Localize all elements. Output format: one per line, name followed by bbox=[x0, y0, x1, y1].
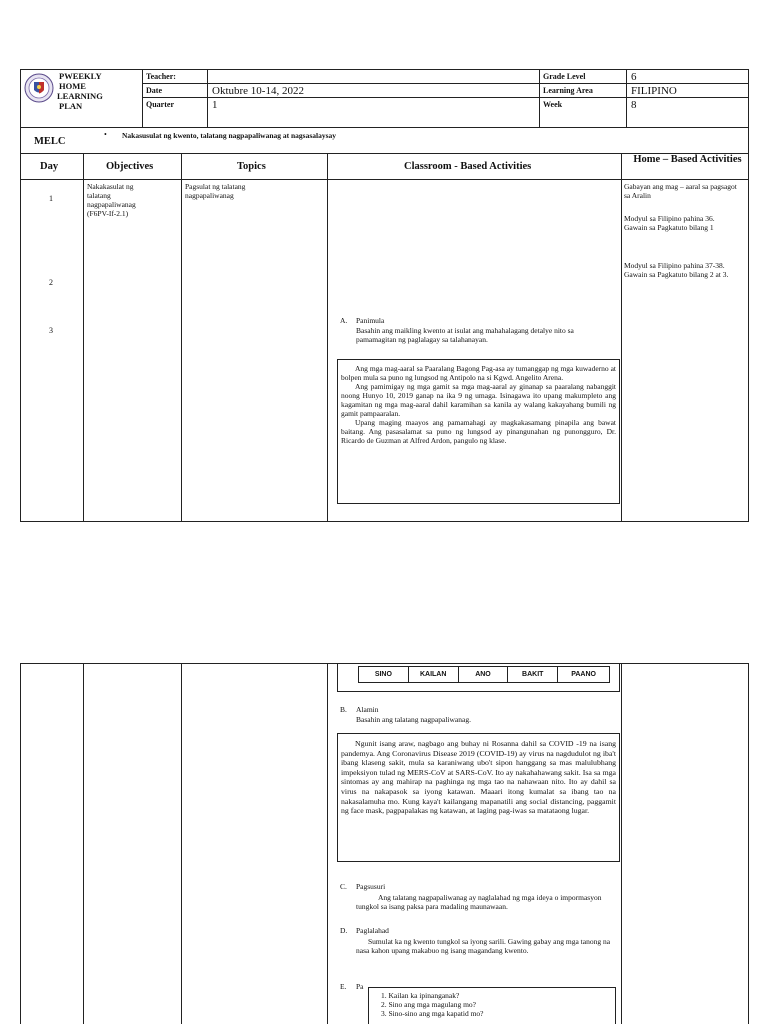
table-header-ano: ANO bbox=[458, 667, 508, 683]
home-activity-2: Modyul sa Filipino pahina 36. Gawain sa Pagkatuto bilang 1 bbox=[624, 214, 715, 232]
section-b-title: Alamin bbox=[356, 705, 379, 714]
day-3: 3 bbox=[49, 326, 53, 335]
col-home-header: Home – Based Activities bbox=[633, 154, 742, 165]
grade-level-label: Grade Level bbox=[543, 72, 586, 81]
table-header-bakit: BAKIT bbox=[508, 667, 558, 683]
covid-paragraph: Ngunit isang araw, nagbago ang buhay ni Rosanna dahil sa COVID -19 na isang pandemya. Ang Coronavirus Disease 2019 (COVID-19) ay virus na nagdudulot ng iba't ibang klaseng sakit, mula sa karaniwang ubo't sipon hanggang sa mas malulubhang impeksiyon tulad ng MERS-CoV at SARS-CoV. Ito ay nakahahawang sakit. Isa sa mga sintomas ay ang mahirap na paghinga ng mga tao na nahawaan nito. Ito ay dahil sa virus na nakapasok sa iyong katawan. Maaari itong kumalat sa ibang tao na nakasalamuha mo. Kung kaya't kailangang mapanatili ang social distancing, paggamit ng face mask, pagpapalakas ng katawan, at laging pag-iwas sa matataong lugar. bbox=[341, 739, 616, 816]
question-2: 2. Sino ang mga magulang mo? bbox=[381, 1000, 476, 1009]
day-1: 1 bbox=[49, 194, 53, 203]
learning-area-value: FILIPINO bbox=[631, 85, 677, 97]
section-e-letter: E. bbox=[340, 982, 347, 991]
story-box bbox=[337, 359, 620, 504]
date-label: Date bbox=[146, 86, 162, 95]
col-classroom-header: Classroom - Based Activities bbox=[404, 161, 532, 172]
section-e-title: Pa bbox=[356, 982, 364, 991]
deped-seal-logo bbox=[24, 73, 54, 103]
details-table bbox=[358, 666, 610, 683]
section-c-title: Pagsusuri bbox=[356, 882, 386, 891]
plan-title: PWEEKLY HOME LEARNING PLAN bbox=[57, 71, 103, 111]
week-value: 8 bbox=[631, 99, 637, 111]
section-c-letter: C. bbox=[340, 882, 347, 891]
col-topics-header: Topics bbox=[237, 161, 266, 172]
story-paragraph-1: Ang mga mag-aaral sa Paaralang Bagong Pag-asa ay tumanggap ng mga kuwaderno at bolpen mula sa puno ng lungsod ng Antipolo na si Kgwd. Angelito Arena. bbox=[341, 364, 616, 382]
story-paragraph-2: Ang pamimigay ng mga gamit sa mga mag-aaral ay ginanap sa paaralang nabanggit noong Hunyo 10, 2019 ganap na ika 9 ng umaga. Isinagawa ito upang makumpleto ang kagamitan ng mga mag-aaral dahil karamihan sa kanila ay walang kakayahang bumili ng gamit pampaaralan. bbox=[341, 382, 616, 418]
objective-text: Nakakasulat ng talatang nagpapaliwanag (F6PV-If-2.1) bbox=[87, 182, 136, 218]
section-a-letter: A. bbox=[340, 316, 348, 325]
day-2: 2 bbox=[49, 278, 53, 287]
table-header-kailan: KAILAN bbox=[408, 667, 458, 683]
learning-area-label: Learning Area bbox=[543, 86, 593, 95]
home-activity-1: Gabayan ang mag – aaral sa pagsagot sa Aralin bbox=[624, 182, 737, 200]
section-a-text: Basahin ang maikling kwento at isulat ang mahahalagang detalye nito sa pamamagitan ng paglalagay sa talahanayan. bbox=[356, 326, 574, 344]
section-b-letter: B. bbox=[340, 705, 347, 714]
section-d-letter: D. bbox=[340, 926, 348, 935]
quarter-label: Quarter bbox=[146, 100, 174, 109]
melc-bullet: • bbox=[104, 130, 107, 139]
section-d-text: Sumulat ka ng kwento tungkol sa iyong sarili. Gawing gabay ang mga tanong na nasa kahon upang makabuo ng isang magandang kwento. bbox=[356, 937, 611, 955]
question-1: 1. Kailan ka ipinanganak? bbox=[381, 991, 460, 1000]
section-d-title: Paglalahad bbox=[356, 926, 389, 935]
melc-text: Nakasusulat ng kwento, talatang nagpapaliwanag at nagsasalaysay bbox=[122, 131, 337, 140]
date-value: Oktubre 10-14, 2022 bbox=[212, 85, 304, 97]
covid-explanation-box bbox=[337, 733, 620, 862]
topic-text: Pagsulat ng talatang nagpapaliwanag bbox=[185, 182, 246, 200]
quarter-value: 1 bbox=[212, 99, 218, 111]
teacher-label: Teacher: bbox=[146, 72, 176, 81]
section-a-title: Panimula bbox=[356, 316, 385, 325]
section-b-text: Basahin ang talatang nagpapaliwanag. bbox=[356, 715, 471, 724]
grade-level-value: 6 bbox=[631, 71, 637, 83]
story-paragraph-3: Upang maging maayos ang pamamahagi ay magkakasamang pinapila ang bawat baitang. Ang pasasalamat sa puno ng lungsod ay pinangunahan ng punongguro, Dr. Ricardo de Guzman at Alfred Ardon, pangulo ng klase. bbox=[341, 418, 616, 445]
col-day-header: Day bbox=[40, 161, 59, 172]
section-c-text: Ang talatang nagpapaliwanag ay naglalahad ng mga ideya o impormasyon tungkol sa isang paksa para madaling maunawaan. bbox=[356, 893, 602, 911]
table-header-paano: PAANO bbox=[558, 667, 610, 683]
question-3: 3. Sino-sino ang mga kapatid mo? bbox=[381, 1009, 484, 1018]
col-objectives-header: Objectives bbox=[106, 161, 154, 172]
melc-label: MELC bbox=[34, 136, 66, 147]
week-label: Week bbox=[543, 100, 563, 109]
table-header-sino: SINO bbox=[359, 667, 409, 683]
guide-questions-box bbox=[368, 987, 616, 1024]
home-activity-3: Modyul sa Filipino pahina 37-38. Gawain sa Pagkatuto bilang 2 at 3. bbox=[624, 261, 729, 279]
